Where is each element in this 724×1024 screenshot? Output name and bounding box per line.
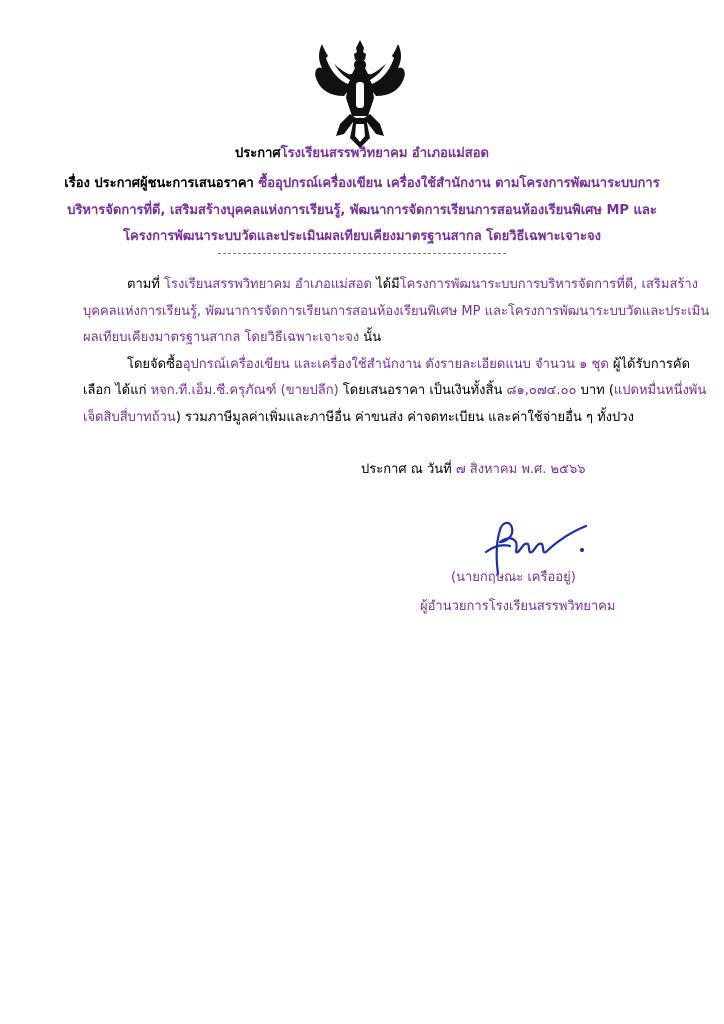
- signer-position: ผู้อำนวยการโรงเรียนสรรพวิทยาคม: [420, 599, 616, 614]
- paragraph-2-line-3: เจ็ดสิบสี่บาทถ้วน) รวมภาษีมูลค่าเพิ่มและภาษีอื่น ค่าขนส่ง ค่าจดทะเบียน และค่าใช้จ่ายอื่น ๆ ทั้งปวง: [83, 410, 634, 425]
- announce-date-line: ประกาศ ณ วันที่ ๗ สิงหาคม พ.ศ. ๒๕๖๖: [361, 462, 586, 477]
- paragraph-1-line-2: บุคคลแห่งการเรียนรู้, พัฒนาการจัดการเรียนการสอนห้องเรียนพิเศษ MP และโครงการพัฒนาระบบวัดและประเมิน: [83, 304, 710, 319]
- signer-name: (นายกฤษณะ เครืออยู่): [451, 570, 576, 585]
- paragraph-1-line-3: ผลเทียบเคียงมาตรฐานสากล โดยวิธีเฉพาะเจาะจง นั้น: [83, 330, 382, 345]
- divider: [218, 253, 506, 254]
- announcement-title: ประกาศโรงเรียนสรรพวิทยาคม อำเภอแม่สอด: [235, 146, 489, 161]
- subject-line-2: บริหารจัดการที่ดี, เสริมสร้างบุคคลแห่งการเรียนรู้, พัฒนาการจัดการเรียนการสอนห้องเรียนพิเศษ MP และ: [67, 203, 657, 218]
- paragraph-2-line-1: โดยจัดซื้ออุปกรณ์เครื่องเขียน และเครื่องใช้สำนักงาน ดังรายละเอียดแนบ จำนวน ๑ ชุด ผู้ได้รับการคัด: [127, 357, 691, 372]
- subject-line-3: โครงการพัฒนาระบบวัดและประเมินผลเทียบเคียงมาตรฐานสากล โดยวิธีเฉพาะเจาะจง: [123, 229, 601, 244]
- paragraph-2-line-2: เลือก ได้แก่ หจก.ที.เอ็ม.ซี.ครุภัณฑ์ (ขายปลีก) โดยเสนอราคา เป็นเงินทั้งสิ้น ๘๑,๐๗๔.๐๐ บาท (แปดหมื่นหนึ่งพัน: [83, 383, 707, 398]
- garuda-emblem-icon: [310, 38, 410, 150]
- paragraph-1-line-1: ตามที่ โรงเรียนสรรพวิทยาคม อำเภอแม่สอด ได้มีโครงการพัฒนาระบบการบริหารจัดการที่ดี, เสริมสร้าง: [127, 277, 699, 292]
- subject-line-1: เรื่อง ประกาศผู้ชนะการเสนอราคา ซื้ออุปกรณ์เครื่องเขียน เครื่องใช้สำนักงาน ตามโครงการพัฒนาระบบการ: [64, 176, 660, 191]
